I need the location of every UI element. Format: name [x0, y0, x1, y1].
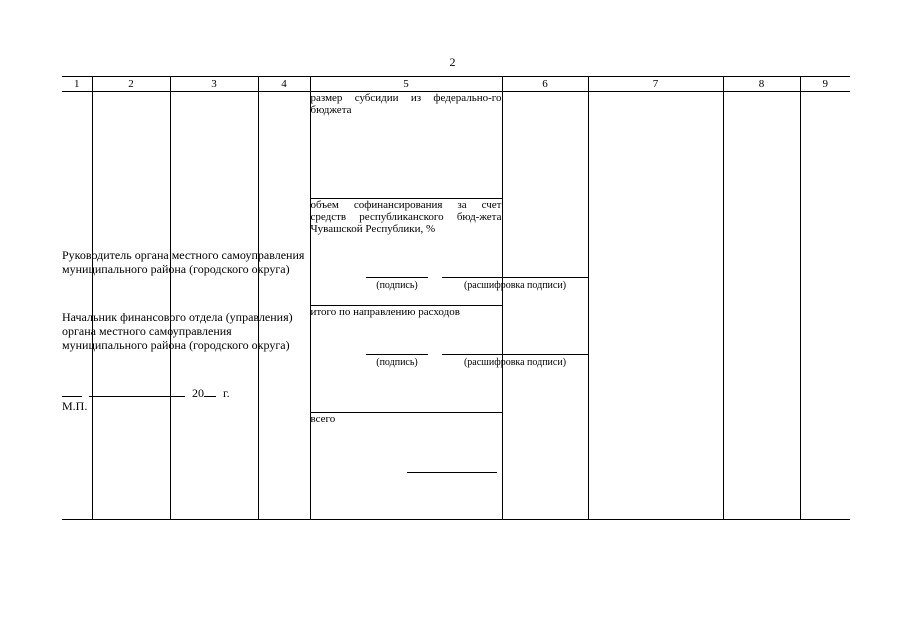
cell-col-3 [170, 92, 258, 520]
page-number: 2 [449, 55, 456, 69]
column-header-5: 5 [310, 77, 502, 92]
stamp-place: М.П. [62, 399, 88, 413]
column-header-7: 7 [588, 77, 723, 92]
grand-total-row: всего [310, 413, 336, 425]
cell-col-2 [92, 92, 170, 520]
cell-col-8 [723, 92, 800, 520]
column-header-9: 9 [800, 77, 850, 92]
finance-signatory-title: Начальник финансового отдела (управления) органа местного самоуправления муниципального района (городского округа) [62, 310, 293, 352]
footer-rule [407, 472, 497, 473]
direction-total-row: итого по направлению расходов [311, 306, 502, 413]
year-suffix: г. [223, 386, 230, 400]
cell-col-1 [62, 92, 92, 520]
year-prefix: 20 [192, 386, 204, 400]
day-blank [62, 385, 82, 397]
date-line [62, 385, 230, 400]
form-table [62, 76, 850, 520]
head-signature-field: (подпись) [366, 277, 428, 291]
finance-decoding-field: (расшифровка подписи) [442, 354, 588, 368]
cofinancing-row: объем софинансирования за счет средств республиканского бюд-жета Чувашской Республики, % [311, 199, 502, 306]
year-blank [204, 385, 216, 397]
cell-col-5 [310, 92, 502, 520]
header-row [62, 77, 850, 92]
column5-subtable [311, 92, 502, 519]
cell-col-4 [258, 92, 310, 520]
cell-col-9 [800, 92, 850, 520]
column-header-2: 2 [92, 77, 170, 92]
cell-col-7 [588, 92, 723, 520]
subsidy-federal-row: размер субсидии из федерально-го бюджета [311, 92, 502, 199]
column-header-4: 4 [258, 77, 310, 92]
cell-col-6 [502, 92, 588, 520]
month-blank [89, 385, 185, 397]
column-header-3: 3 [170, 77, 258, 92]
column-header-1: 1 [62, 77, 92, 92]
column-header-6: 6 [502, 77, 588, 92]
column-header-8: 8 [723, 77, 800, 92]
head-signatory-title: Руководитель органа местного самоуправления муниципального района (городского округа) [62, 248, 305, 276]
table-row [62, 92, 850, 520]
head-decoding-field: (расшифровка подписи) [442, 277, 588, 291]
finance-signature-field: (подпись) [366, 354, 428, 368]
